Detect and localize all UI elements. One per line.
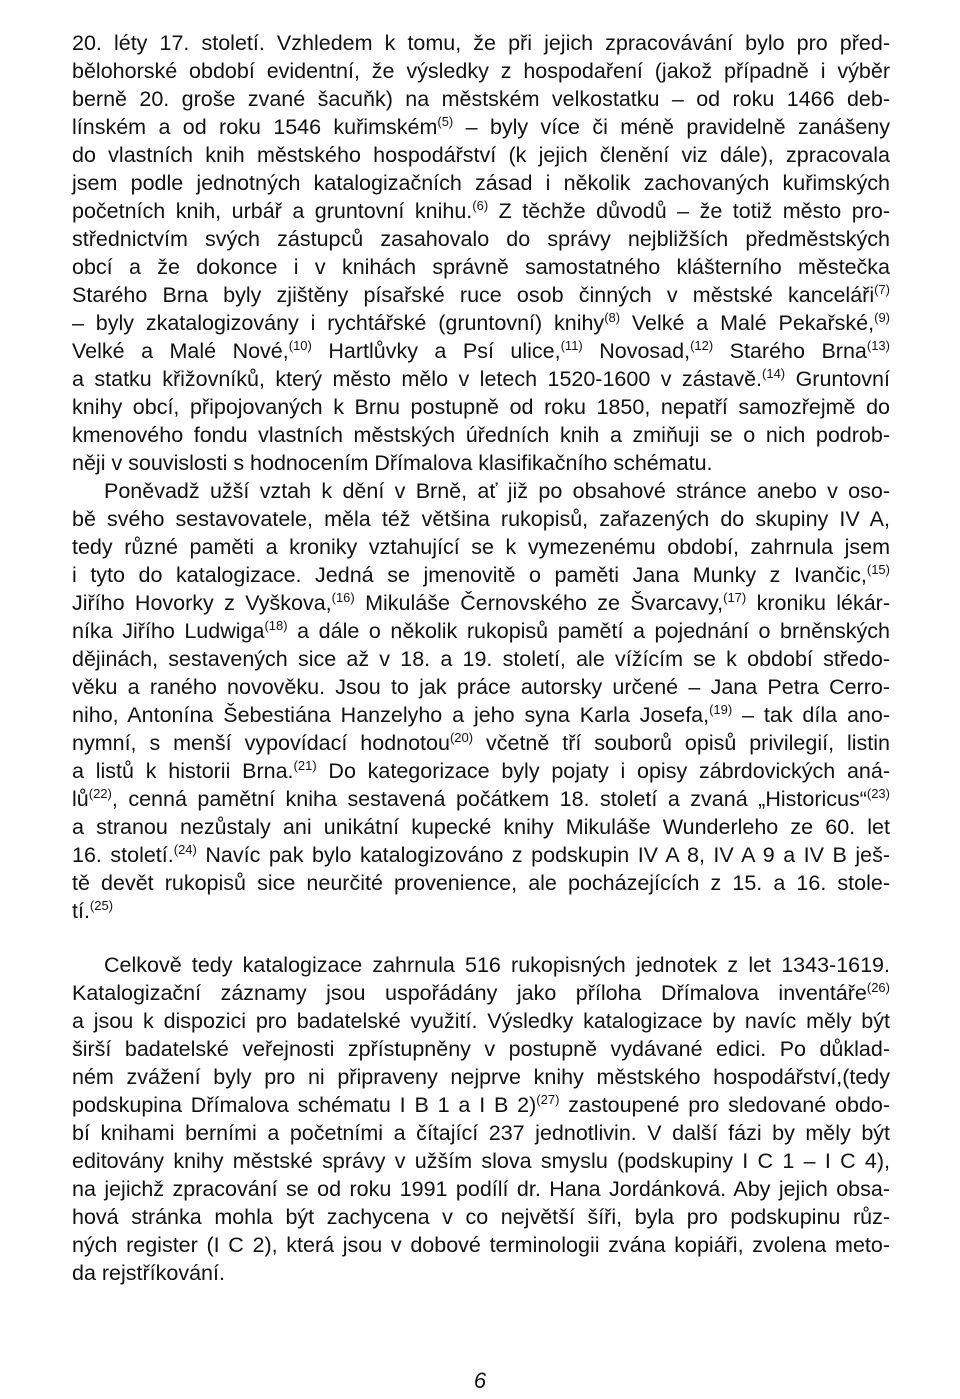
text-line: a jsou k dispozici pro badatelské využití. Výsledky katalogizace by navíc měly být xyxy=(72,1009,890,1033)
footnote-ref: (21) xyxy=(293,758,317,773)
footnote-ref: (22) xyxy=(88,786,112,801)
footnote-ref: (26) xyxy=(866,980,890,995)
text-line: berně 20. groše zvané šacuňk) na městském velkostatku – od roku 1466 deb- xyxy=(72,87,890,111)
text-line: da rejstříkování. xyxy=(72,1261,225,1285)
text-line: podskupina Dřímalova schématu I B 1 a I B 2)$^{(27)}$ zastoupené pro sledované obdo- xyxy=(72,1092,891,1117)
footnote-ref: (10) xyxy=(288,338,312,353)
text-line: do vlastních knih městského hospodářství (k jejich členění viz dále), zpracovala xyxy=(72,143,890,167)
footnote-ref: (16) xyxy=(331,590,355,605)
footnote-ref: (19) xyxy=(709,702,733,717)
text-line: jsem podle jednotných katalogizačních zásad i několik zachovaných kuřimských xyxy=(72,171,890,195)
text-line: línském a od roku 1546 kuřimském$^{(5)}$ – byly více či méně pravidelně zanášeny xyxy=(72,114,890,139)
text-line: tedy různé paměti a kroniky vztahující se k vymezenému období, zahrnula jsem xyxy=(72,535,890,559)
footnote-ref: (20) xyxy=(449,730,474,745)
text-line: kmenového fondu vlastních městských úředních knih a zmiňuji se o nich podrob- xyxy=(72,423,890,447)
text-line: nymní, s menší vypovídací hodnotou$^{(20)}$ včetně tří souborů opisů privilegií, listin xyxy=(72,730,890,755)
footnote-ref: (15) xyxy=(866,562,890,577)
text-line: širší badatelské veřejnosti zpřístupněny v postupně vydávané edici. Po důklad- xyxy=(72,1037,890,1061)
footnote-ref: (5) xyxy=(437,114,454,129)
text-line: hová stránka mohla být zachycena v co největší šíři, byla pro podskupinu růz- xyxy=(72,1205,890,1229)
text-line: obcí a že dokonce i v knihách správně samostatného klášterního městečka xyxy=(72,255,890,279)
text-line: na jejichž zpracování se od roku 1991 podílí dr. Hana Jordánková. Aby jejich obsa- xyxy=(72,1177,890,1201)
text-line: Starého Brna byly zjištěny písařské ruce osob činných v městské kanceláři$^{(7)}$ xyxy=(72,282,890,307)
text-line: ných register (I C 2), která jsou v dobové terminologii zvána kopiáři, zvolena meto- xyxy=(72,1233,890,1257)
footnote-ref: (24) xyxy=(173,842,197,857)
text-line: a listů k historii Brna.$^{(21)}$ Do kategorizace byly pojaty i opisy zábrdovických aná- xyxy=(72,758,890,783)
footnote-ref: (7) xyxy=(874,282,890,297)
footnote-ref: (11) xyxy=(560,338,583,353)
text-line: – byly zkatalogizovány i rychtářské (gruntovní) knihy$^{(8)}$ Velké a Malé Pekařské,$^{(9)}$ xyxy=(72,310,890,335)
footnote-ref: (27) xyxy=(536,1092,560,1107)
text-line: níka Jiřího Ludwiga$^{(18)}$ a dále o několik rukopisů pamětí a pojednání o brněnských xyxy=(72,618,891,643)
footnote-ref: (13) xyxy=(866,338,890,353)
footnote-ref: (8) xyxy=(604,310,621,325)
footnote-ref: (9) xyxy=(874,310,890,325)
text-line: bě svého sestavovatele, měla též většina rukopisů, zařazených do skupiny IV A, xyxy=(72,507,890,531)
text-line: Katalogizační záznamy jsou uspořádány jako příloha Dřímalova inventáře$^{(26)}$ xyxy=(72,980,890,1005)
text-line: a stranou nezůstaly ani unikátní kupecké knihy Mikuláše Wunderleho ze 60. let xyxy=(72,815,890,839)
text-line: bí knihami berními a početními a čítající 237 jednotlivin. V další fázi by měly být xyxy=(72,1121,890,1145)
footnote-ref: (17) xyxy=(723,590,747,605)
page-number: 6 xyxy=(473,1368,487,1393)
footnote-ref: (14) xyxy=(762,366,786,381)
footnote-ref: (25) xyxy=(89,898,114,913)
text-line: věku a raného novověku. Jsou to jak práce autorsky určené – Jana Petra Cerro- xyxy=(72,675,890,699)
text-line: Jiřího Hovorky z Vyškova,$^{(16)}$ Mikuláše Černovského ze Švarcavy,$^{(17)}$ kroniku lékár- xyxy=(72,590,890,615)
text-line: tě devět rukopisů sice neurčité provenience, ale pocházejících z 15. a 16. stole- xyxy=(72,871,890,895)
paragraph-first-line: Poněvadž užší vztah k dění v Brně, ať již po obsahové stránce anebo v oso- xyxy=(104,479,890,503)
footnote-ref: (18) xyxy=(264,618,288,633)
text-line: niho, Antonína Šebestiána Hanzelyho a jeho syna Karla Josefa,$^{(19)}$ – tak díla ano- xyxy=(72,702,890,727)
text-line: ném zvážení byly pro ni připraveny nejprve knihy městského hospodářství,(tedy xyxy=(72,1065,890,1089)
text-line: a statku křižovníků, který město mělo v letech 1520-1600 v zástavě.$^{(14)}$ Gruntovní xyxy=(72,366,890,391)
text-line: 20. léty 17. století. Vzhledem k tomu, že při jejich zpracovávání bylo pro před- xyxy=(72,31,890,55)
text-line: 16. století.$^{(24)}$ Navíc pak bylo katalogizováno z podskupin IV A 8, IV A 9 a IV B ješ- xyxy=(72,842,890,867)
text-line: početních knih, urbář a gruntovní knihu.$^{(6)}$ Z těchže důvodů – že totiž město pro- xyxy=(72,198,890,223)
text-line: Velké a Malé Nové,$^{(10)}$ Hartlůvky a Psí ulice,$^{(11)}$ Novosad,$^{(12)}$ Starého Brna$^{(13)}$ xyxy=(72,338,890,363)
footnote-ref: (6) xyxy=(472,198,489,213)
footnote-ref: (12) xyxy=(690,338,714,353)
text-line: knihy obcí, připojovaných k Brnu postupně od roku 1850, nepatří samozřejmě do xyxy=(72,395,890,419)
text-line: bělohorské období evidentní, že výsledky z hospodaření (jakož případně i výběr xyxy=(72,59,890,83)
text-line: $lů^{(22)}$, cenná pamětní kniha sestavená počátkem 18. století a zvaná „Historicus“$^{(23)}$ xyxy=(72,786,890,811)
text-line: tí.$^{(25)}$ xyxy=(72,898,114,923)
text-line: dějinách, sestavených sice až v 18. a 19. století, ale vížícím se k období středo- xyxy=(72,647,890,671)
paragraph-first-line: Celkově tedy katalogizace zahrnula 516 rukopisných jednotek z let 1343-1619. xyxy=(104,953,890,977)
footnote-ref: (23) xyxy=(866,786,890,801)
text-line: střednictvím svých zástupců zasahovalo do správy nejbližších předměstských xyxy=(72,227,890,251)
text-line: editovány knihy městské správy v užším slova smyslu (podskupiny I C 1 – I C 4), xyxy=(72,1149,890,1173)
text-line: něji v souvislosti s hodnocením Dřímalova klasifikačního schématu. xyxy=(72,451,713,475)
text-line: i tyto do katalogizace. Jedná se jmenovitě o paměti Jana Munky z Ivančic,$^{(15)}$ xyxy=(72,562,890,587)
